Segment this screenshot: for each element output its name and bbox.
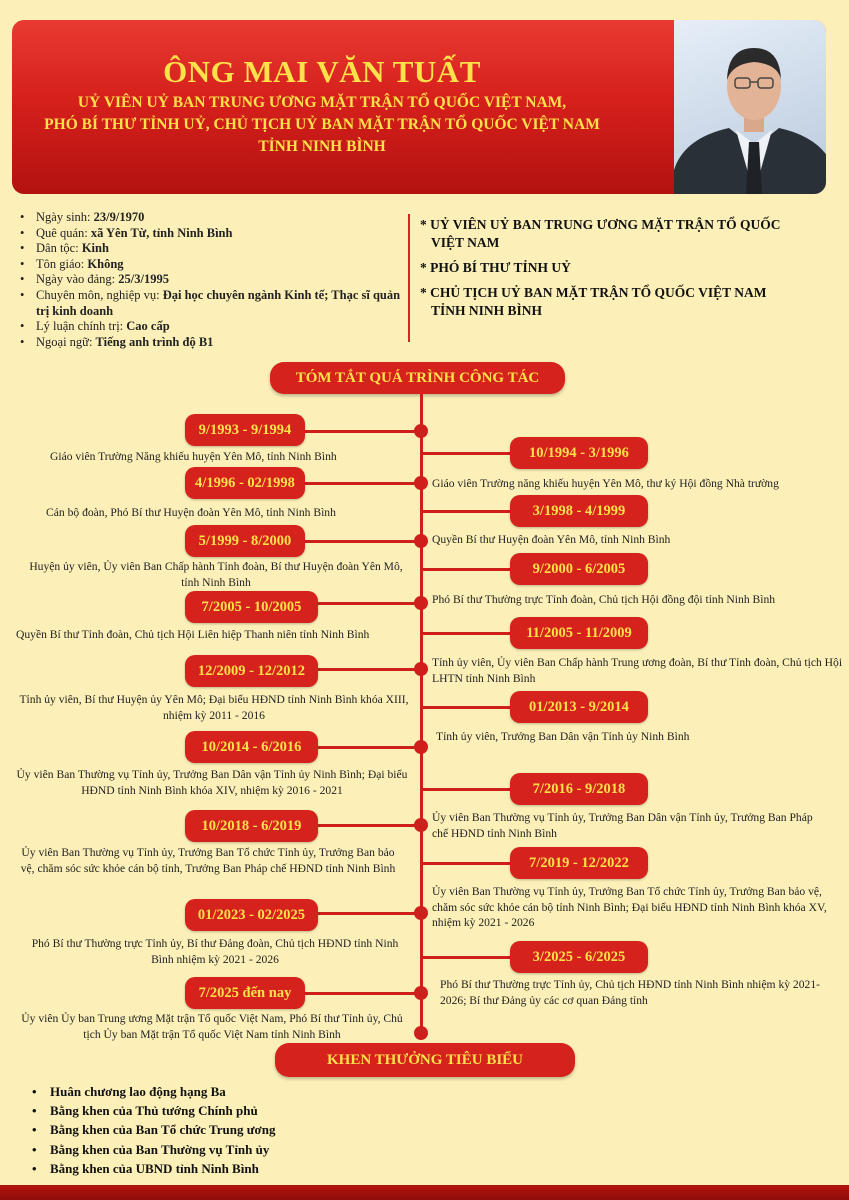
period-description: Tỉnh ủy viên, Bí thư Huyện ủy Yên Mô; Đại biểu HĐND tỉnh Ninh Bình khóa XIII, nhiệm kỳ 2011 - 2016 xyxy=(19,693,409,722)
role-item: * UỶ VIÊN UỶ BAN TRUNG ƯƠNG MẶT TRẬN TỔ QUỐC VIỆT NAM xyxy=(420,217,781,250)
timeline-connector xyxy=(420,862,510,865)
title-line: UỶ VIÊN UỶ BAN TRUNG ƯƠNG MẶT TRẬN TỔ QUỐC VIỆT NAM, xyxy=(77,94,567,111)
period-description: Ủy viên Ban Thường vụ Tỉnh ủy, Trưởng Ban Tổ chức Tỉnh ủy, Trưởng Ban bảo vệ, chăm sóc sức khỏe cán bộ tỉnh, Trưởng Ban Pháp chế HĐND tỉnh Ninh Bình xyxy=(20,846,396,875)
person-name: ÔNG MAI VĂN TUẤT xyxy=(163,54,481,89)
timeline-connector xyxy=(318,602,420,605)
timeline-title: TÓM TẮT QUÁ TRÌNH CÔNG TÁC xyxy=(270,362,565,394)
info-item: • Lý luận chính trị: Cao cấp xyxy=(18,319,408,335)
period-pill: 5/1999 - 8/2000 xyxy=(185,525,305,557)
period-description: Phó Bí thư Thường trực Tỉnh ủy, Bí thư Đảng đoàn, Chủ tịch HĐND tỉnh Ninh Bình nhiệm kỳ 2021 - 2026 xyxy=(31,937,399,966)
period-pill: 7/2016 - 9/2018 xyxy=(510,773,648,805)
info-item: • Ngoại ngữ: Tiếng anh trình độ B1 xyxy=(18,335,408,351)
timeline-connector xyxy=(318,746,420,749)
info-item: • Dân tộc: Kinh xyxy=(18,241,408,257)
period-pill: 11/2005 - 11/2009 xyxy=(510,617,648,649)
period-description: Ủy viên Ban Thường vụ Tỉnh ủy, Trưởng Ban Dân vận Tỉnh ủy Ninh Bình; Đại biểu HĐND tỉnh Ninh Bình khóa XIV, nhiệm kỳ 2016 - 2021 xyxy=(16,768,408,797)
title-line: TỈNH NINH BÌNH xyxy=(258,138,386,155)
info-item: • Chuyên môn, nghiệp vụ: Đại học chuyên ngành Kinh tế; Thạc sĩ quản trị kinh doanh xyxy=(18,288,408,319)
timeline-connector xyxy=(305,540,420,543)
period-description: Ủy viên Ủy ban Trung ương Mặt trận Tổ quốc Việt Nam, Phó Bí thư Tỉnh ủy, Chủ tịch Ủy ban Mặt trận Tổ quốc Việt Nam tỉnh Ninh Bình xyxy=(21,1012,403,1041)
period-description: Huyện ủy viên, Ủy viên Ban Chấp hành Tỉnh đoàn, Bí thư Huyện đoàn Yên Mô, tỉnh Ninh Bình xyxy=(29,560,403,589)
title-line: PHÓ BÍ THƯ TỈNH UỶ, CHỦ TỊCH UỶ BAN MẶT TRẬN TỔ QUỐC VIỆT NAM xyxy=(44,116,600,133)
person-titles xyxy=(12,92,632,158)
award-item: • Bằng khen của Ban Tổ chức Trung ương xyxy=(30,1120,275,1139)
award-item: • Bằng khen của UBND tỉnh Ninh Bình xyxy=(30,1159,275,1178)
timeline-dot xyxy=(414,1026,428,1040)
period-description: Tỉnh ủy viên, Trưởng Ban Dân vận Tỉnh ủy Ninh Bình xyxy=(436,730,690,743)
period-description: Phó Bí thư Thường trực Tỉnh đoàn, Chủ tịch Hội đồng đội tỉnh Ninh Bình xyxy=(432,593,776,606)
award-item: • Bằng khen của Ban Thường vụ Tỉnh ủy xyxy=(30,1140,275,1159)
period-pill: 7/2019 - 12/2022 xyxy=(510,847,648,879)
timeline-connector xyxy=(305,992,420,995)
timeline-connector xyxy=(420,706,510,709)
role-item: * CHỦ TỊCH UỶ BAN MẶT TRẬN TỔ QUỐC VIỆT NAM TỈNH NINH BÌNH xyxy=(420,285,767,318)
period-description: Giáo viên Trường Năng khiếu huyện Yên Mô, tỉnh Ninh Bình xyxy=(50,450,337,463)
timeline-connector xyxy=(420,452,510,455)
period-pill: 4/1996 - 02/1998 xyxy=(185,467,305,499)
award-item: • Huân chương lao động hạng Ba xyxy=(30,1082,275,1101)
period-pill: 12/2009 - 12/2012 xyxy=(185,655,318,687)
timeline-connector xyxy=(318,668,420,671)
period-description: Giáo viên Trường năng khiếu huyện Yên Mô, thư ký Hội đồng Nhà trường xyxy=(432,477,779,490)
period-pill: 9/2000 - 6/2005 xyxy=(510,553,648,585)
period-description: Cán bộ đoàn, Phó Bí thư Huyện đoàn Yên Mô, tỉnh Ninh Bình xyxy=(46,506,336,519)
timeline-connector xyxy=(305,482,420,485)
header-banner xyxy=(12,20,826,194)
period-pill: 10/2014 - 6/2016 xyxy=(185,731,318,763)
timeline-spine xyxy=(420,394,423,1034)
timeline-connector xyxy=(420,788,510,791)
info-item: • Tôn giáo: Không xyxy=(18,257,408,273)
role-item: * PHÓ BÍ THƯ TỈNH UỶ xyxy=(420,260,571,275)
period-pill: 7/2025 đến nay xyxy=(185,977,305,1009)
award-item: • Bằng khen của Thủ tướng Chính phủ xyxy=(30,1101,275,1120)
info-item: • Ngày vào đảng: 25/3/1995 xyxy=(18,272,408,288)
period-pill: 3/1998 - 4/1999 xyxy=(510,495,648,527)
timeline-connector xyxy=(305,430,420,433)
timeline-connector xyxy=(420,632,510,635)
period-pill: 01/2013 - 9/2014 xyxy=(510,691,648,723)
current-roles xyxy=(420,216,840,327)
period-description: Tỉnh ủy viên, Ủy viên Ban Chấp hành Trung ương đoàn, Bí thư Tỉnh đoàn, Chủ tịch Hội LHTN tỉnh Ninh Bình xyxy=(432,656,843,685)
awards-list xyxy=(30,1082,275,1178)
period-pill: 9/1993 - 9/1994 xyxy=(185,414,305,446)
period-description: Phó Bí thư Thường trực Tỉnh ủy, Chủ tịch HĐND tỉnh Ninh Bình nhiệm kỳ 2021-2026; Bí thư Đảng ủy các cơ quan Đảng tỉnh xyxy=(440,978,820,1007)
timeline-connector xyxy=(420,510,510,513)
divider-line xyxy=(408,214,410,342)
timeline-connector xyxy=(420,956,510,959)
period-pill: 10/2018 - 6/2019 xyxy=(185,810,318,842)
period-description: Quyền Bí thư Tỉnh đoàn, Chủ tịch Hội Liên hiệp Thanh niên tỉnh Ninh Bình xyxy=(16,628,370,641)
period-description: Ủy viên Ban Thường vụ Tỉnh ủy, Trưởng Ban Dân vận Tỉnh ủy, Trưởng Ban Pháp chế HĐND tỉnh Ninh Bình xyxy=(432,811,813,840)
period-description: Ủy viên Ban Thường vụ Tỉnh ủy, Trưởng Ban Tổ chức Tỉnh ủy, Trưởng Ban bảo vệ, chăm sóc sức khỏe cán bộ tỉnh Ninh Bình; Đại biểu HĐND tỉnh Ninh Bình khóa XV, nhiệm kỳ 2021 - 2026 xyxy=(432,885,827,929)
timeline-connector xyxy=(318,912,420,915)
period-pill: 7/2005 - 10/2005 xyxy=(185,591,318,623)
period-description: Quyền Bí thư Huyện đoàn Yên Mô, tỉnh Ninh Bình xyxy=(432,533,671,546)
period-pill: 3/2025 - 6/2025 xyxy=(510,941,648,973)
portrait-photo xyxy=(674,20,826,194)
period-pill: 01/2023 - 02/2025 xyxy=(185,899,318,931)
personal-info-list xyxy=(18,210,408,350)
period-pill: 10/1994 - 3/1996 xyxy=(510,437,648,469)
timeline-connector xyxy=(318,824,420,827)
awards-title: KHEN THƯỞNG TIÊU BIỂU xyxy=(275,1043,575,1077)
timeline-connector xyxy=(420,568,510,571)
footer-bar xyxy=(0,1185,849,1200)
info-item: • Ngày sinh: 23/9/1970 xyxy=(18,210,408,226)
info-item: • Quê quán: xã Yên Từ, tỉnh Ninh Bình xyxy=(18,226,408,242)
